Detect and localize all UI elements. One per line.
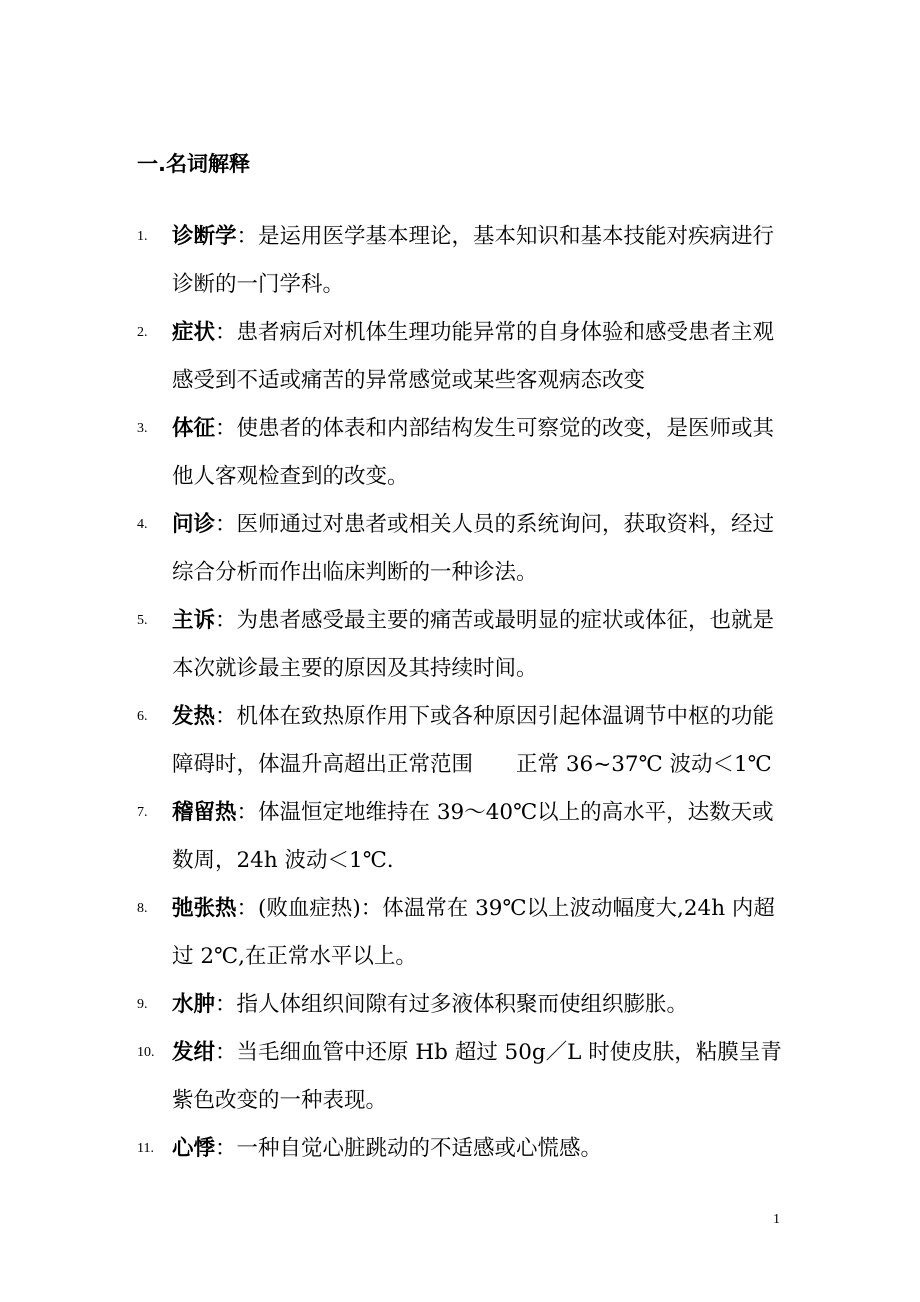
- item-number: 5.: [137, 613, 148, 628]
- definition-item: [137, 501, 797, 597]
- item-number: 7.: [137, 805, 148, 820]
- definition-line: [137, 453, 797, 501]
- term: 症状: [172, 320, 216, 345]
- definition-line: [137, 837, 797, 885]
- definition-item: [137, 213, 797, 309]
- definition-item: [137, 597, 797, 693]
- definition-line: [137, 261, 797, 309]
- definition-list: [137, 213, 797, 1173]
- definition-item: [137, 885, 797, 981]
- definition-text: ：一种自觉心脏跳动的不适感或心慌感。: [215, 1136, 603, 1161]
- definition-line: [137, 309, 797, 357]
- section-heading: 一.名词解释: [137, 152, 250, 176]
- item-number: 8.: [137, 901, 148, 916]
- definition-text: ：机体在致热原作用下或各种原因引起体温调节中枢的功能: [215, 704, 775, 729]
- definition-item: [137, 981, 797, 1029]
- term: 稽留热: [172, 800, 237, 825]
- term: 发热: [172, 704, 216, 729]
- definition-line: [137, 1029, 797, 1077]
- definition-item: [137, 1029, 797, 1125]
- definition-line: [137, 885, 797, 933]
- definition-line: [137, 549, 797, 597]
- definition-line: [137, 405, 797, 453]
- definition-text: ：指人体组织间隙有过多液体积聚而使组织膨胀。: [215, 992, 689, 1017]
- item-number: 4.: [137, 517, 148, 532]
- definition-text: 过 2℃,在正常水平以上。: [172, 944, 417, 969]
- definition-line: [137, 933, 797, 981]
- definition-text: ：使患者的体表和内部结构发生可察觉的改变，是医师或其: [215, 416, 775, 441]
- definition-item: [137, 1125, 797, 1173]
- definition-line: [137, 1125, 797, 1173]
- term: 诊断学: [172, 224, 237, 249]
- definition-line: [137, 645, 797, 693]
- definition-text: 综合分析而作出临床判断的一种诊法。: [172, 560, 538, 585]
- definition-line: [137, 501, 797, 549]
- item-number: 2.: [137, 325, 148, 340]
- definition-text: ：体温恒定地维持在 39～40℃以上的高水平，达数天或: [236, 800, 774, 825]
- definition-item: [137, 405, 797, 501]
- definition-text: 数周，24h 波动＜1℃.: [172, 848, 394, 873]
- definition-item: [137, 693, 797, 789]
- definition-line: [137, 357, 797, 405]
- item-number: 6.: [137, 709, 148, 724]
- item-number: 9.: [137, 997, 148, 1012]
- definition-text: 感受到不适或痛苦的异常感觉或某些客观病态改变: [172, 368, 646, 393]
- term: 主诉: [172, 608, 216, 633]
- definition-line: [137, 789, 797, 837]
- definition-text: ：是运用医学基本理论，基本知识和基本技能对疾病进行: [236, 224, 775, 249]
- term: 体征: [172, 416, 216, 441]
- definition-line: [137, 1077, 797, 1125]
- term: 发绀: [172, 1040, 216, 1065]
- definition-text: 本次就诊最主要的原因及其持续时间。: [172, 656, 538, 681]
- page-number: 1: [773, 1212, 780, 1227]
- item-number: 10.: [137, 1045, 155, 1060]
- term: 问诊: [172, 512, 216, 537]
- definition-text: ：医师通过对患者或相关人员的系统询问，获取资料，经过: [215, 512, 775, 537]
- definition-text: ：(败血症热)：体温常在 39℃以上波动幅度大,24h 内超: [236, 896, 775, 921]
- definition-text: ：为患者感受最主要的痛苦或最明显的症状或体征，也就是: [215, 608, 775, 633]
- definition-item: [137, 789, 797, 885]
- item-number: 3.: [137, 421, 148, 436]
- term: 心悸: [172, 1136, 216, 1161]
- definition-text: ：患者病后对机体生理功能异常的自身体验和感受患者主观: [215, 320, 775, 345]
- definition-item: [137, 309, 797, 405]
- definition-line: [137, 213, 797, 261]
- definition-line: [137, 981, 797, 1029]
- definition-line: [137, 741, 797, 789]
- item-number: 1.: [137, 229, 148, 244]
- term: 水肿: [172, 992, 216, 1017]
- term: 弛张热: [172, 896, 237, 921]
- definition-text: 障碍时，体温升高超出正常范围 正常 36~37℃ 波动＜1℃: [172, 752, 772, 777]
- definition-text: 紫色改变的一种表现。: [172, 1088, 388, 1113]
- definition-line: [137, 597, 797, 645]
- definition-text: ：当毛细血管中还原 Hb 超过 50g／L 时使皮肤，粘膜呈青: [215, 1040, 782, 1065]
- definition-line: [137, 693, 797, 741]
- definition-text: 诊断的一门学科。: [172, 272, 345, 297]
- definition-text: 他人客观检查到的改变。: [172, 464, 409, 489]
- item-number: 11.: [137, 1141, 154, 1156]
